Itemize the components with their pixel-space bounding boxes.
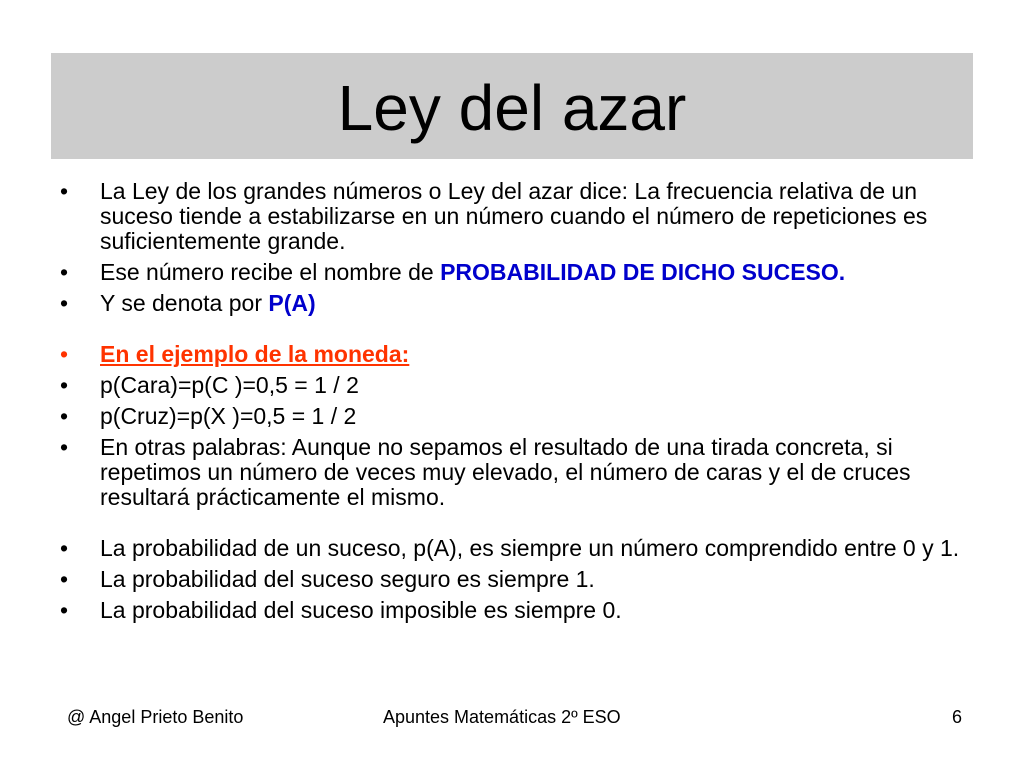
bullet-dot: • [60, 178, 69, 204]
bullet-text: La probabilidad de un suceso, p(A), es siempre un número comprendido entre 0 y 1. [100, 535, 960, 561]
bullet-text: Ese número recibe el nombre de [100, 259, 441, 285]
bullet-text: La Ley de los grandes números o Ley del azar dice: La frecuencia relativa de un suceso tiende a estabilizarse en un número cuando el número de repeticiones es suficientemente grande. [100, 178, 928, 254]
title-bar [51, 53, 973, 159]
bullet-dot: • [60, 434, 69, 460]
bullet-item-10 [58, 598, 978, 623]
slide-content [58, 179, 978, 629]
bullet-dot: • [60, 535, 69, 561]
bullet-text: p(Cara)=p(C )=0,5 = 1 / 2 [100, 372, 359, 398]
bullet-dot: • [60, 290, 69, 316]
footer-course: Apuntes Matemáticas 2º ESO [383, 707, 621, 727]
footer-page-number: 6 [952, 707, 963, 727]
bullet-dot: • [60, 341, 69, 367]
probability-term: PROBABILIDAD DE DICHO SUCESO. [440, 259, 846, 285]
bullet-item-9 [58, 567, 978, 592]
bullet-item-5 [58, 373, 978, 398]
bullet-item-4 [58, 342, 978, 367]
bullet-dot: • [60, 403, 69, 429]
bullet-dot: • [60, 372, 69, 398]
bullet-item-8 [58, 536, 978, 561]
bullet-item-1 [58, 179, 978, 254]
bullet-text: Y se denota por [100, 290, 269, 316]
footer-author: @ Angel Prieto Benito [67, 707, 244, 727]
bullet-dot: • [60, 259, 69, 285]
bullet-item-3 [58, 291, 978, 316]
notation-term: P(A) [268, 290, 316, 316]
bullet-text: p(Cruz)=p(X )=0,5 = 1 / 2 [100, 403, 357, 429]
bullet-dot: • [60, 566, 69, 592]
bullet-text: La probabilidad del suceso seguro es siempre 1. [100, 566, 595, 592]
bullet-item-2 [58, 260, 978, 285]
bullet-text: En otras palabras: Aunque no sepamos el resultado de una tirada concreta, si repetimos un número de veces muy elevado, el número de caras y el de cruces resultará prácticamente el mismo. [100, 434, 911, 510]
bullet-dot: • [60, 597, 69, 623]
slide-title: Ley del azar [337, 72, 687, 144]
bullet-text: La probabilidad del suceso imposible es siempre 0. [100, 597, 622, 623]
bullet-item-6 [58, 404, 978, 429]
bullet-item-7 [58, 435, 978, 510]
coin-example-heading: En el ejemplo de la moneda: [100, 341, 410, 367]
